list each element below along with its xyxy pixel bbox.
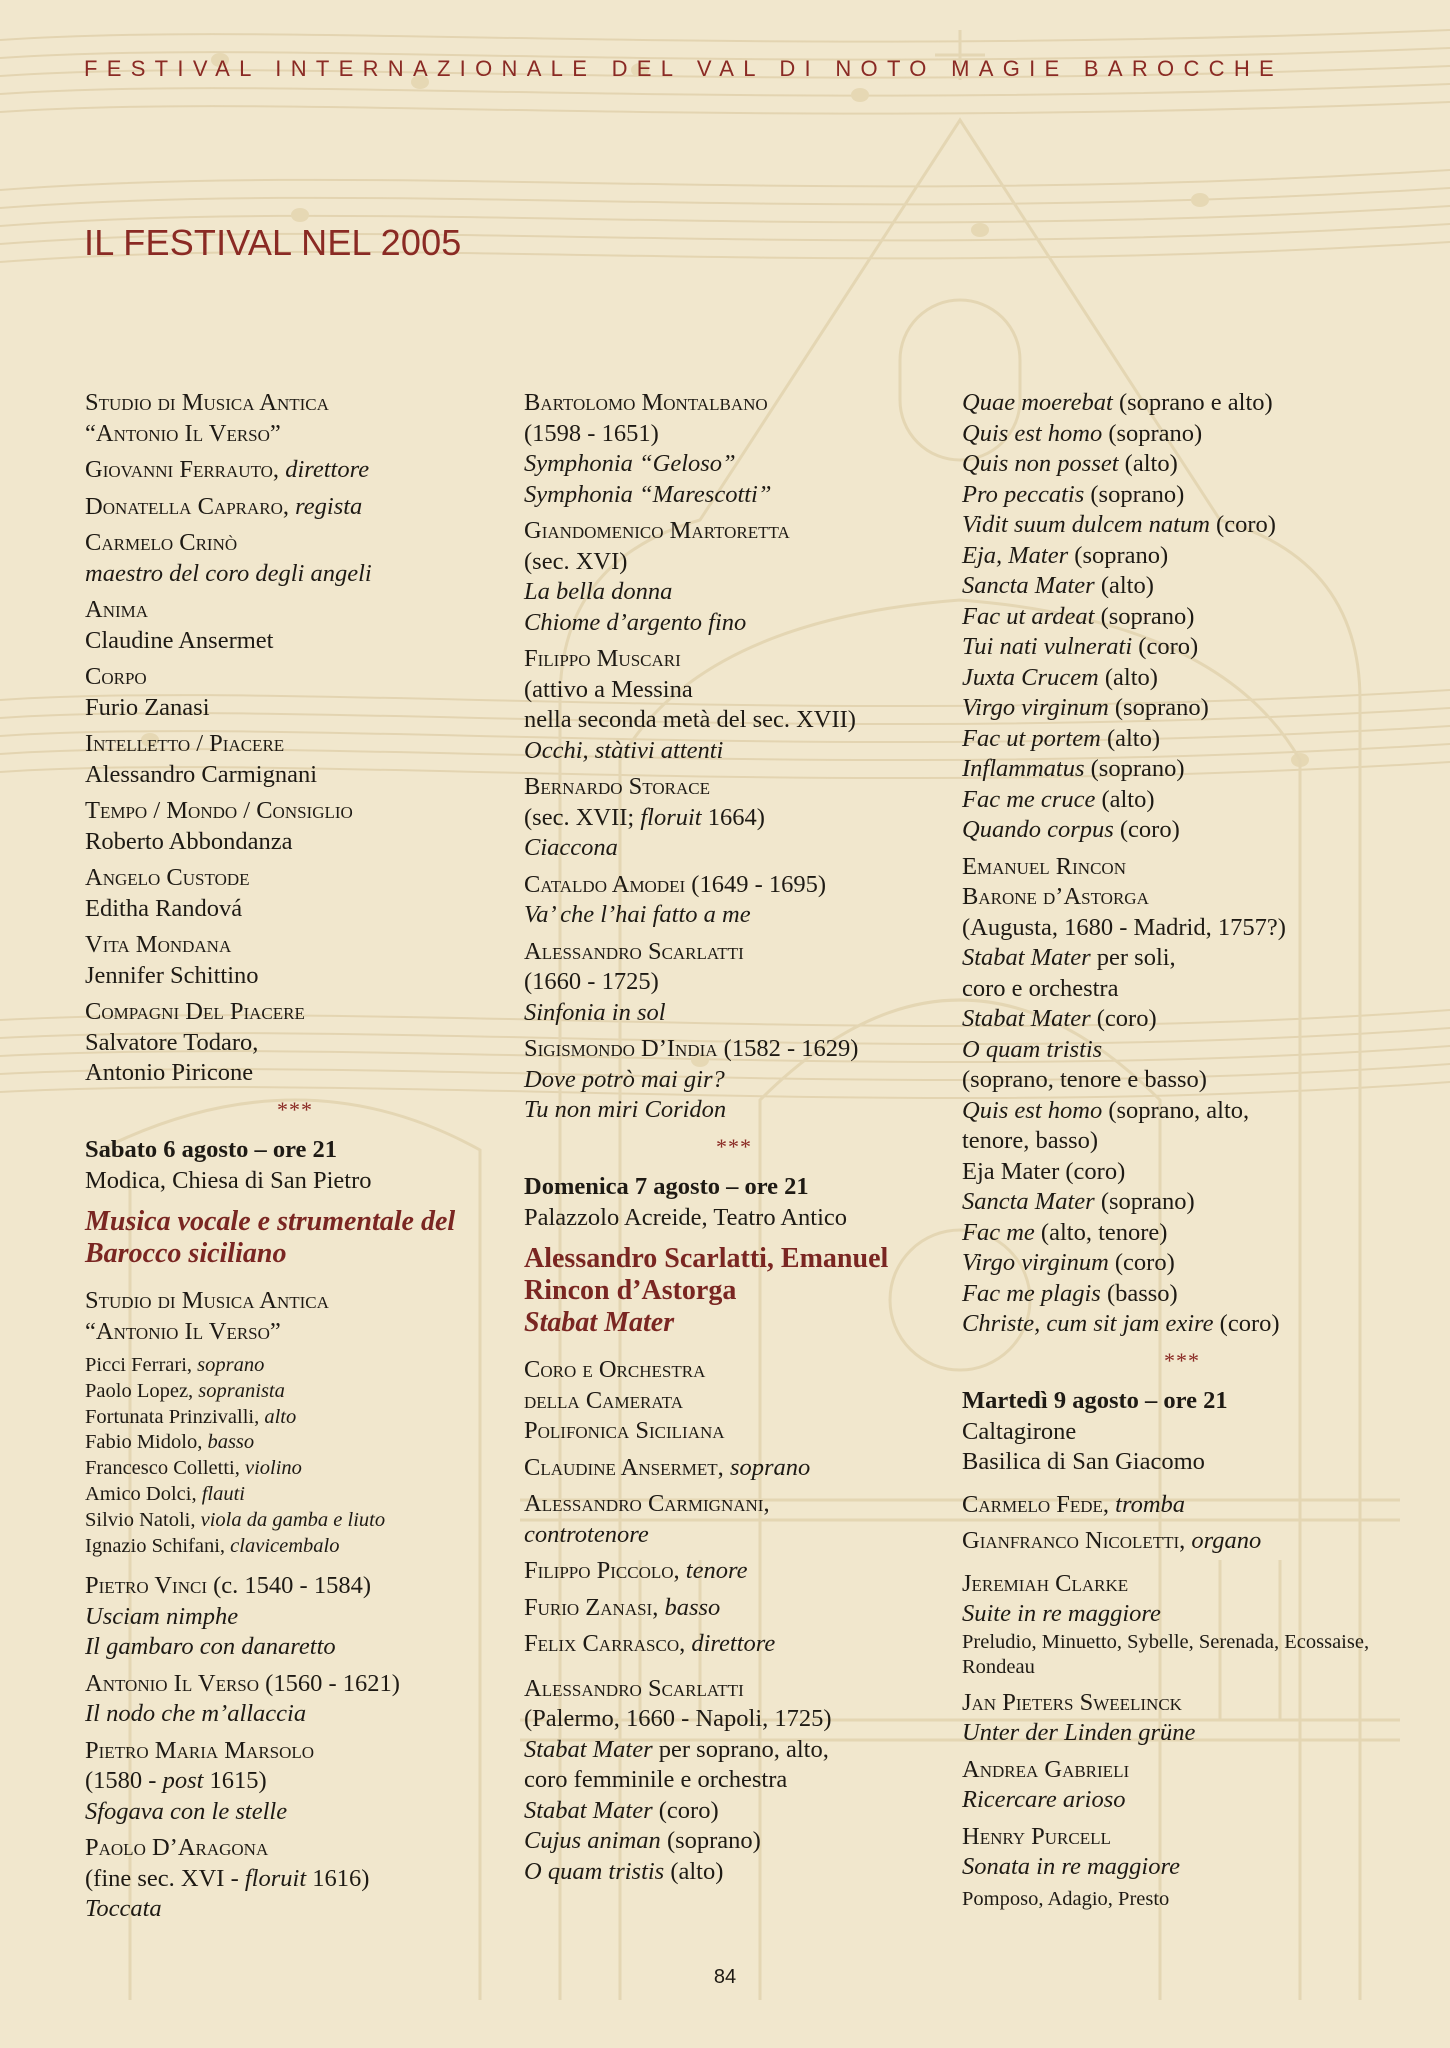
movement-title: Quis non posset [962, 450, 1119, 477]
composer: Pietro Vinci [85, 1572, 207, 1600]
credit-role: organo [1185, 1527, 1262, 1554]
cast-entry [85, 930, 505, 991]
movement-list [962, 388, 1402, 846]
concert-title: Alessandro Scarlatti, Emanuel Rincon d’Astorga [524, 1243, 889, 1306]
cast-name: Jennifer Schittino [85, 961, 259, 989]
movement-title: Juxta Crucem [962, 663, 1099, 691]
movement-title: Christe, cum sit jam exire [962, 1310, 1214, 1337]
performer [85, 1534, 505, 1560]
credit-name: Felix Carrasco, [524, 1630, 686, 1657]
movement-title: Fac me [962, 1218, 1035, 1246]
program-item [524, 937, 944, 1029]
cast-entry [85, 595, 505, 656]
cast-role: Anima [85, 596, 149, 623]
work-title: Dove potrò mai gir? [524, 1065, 725, 1093]
cast-entry [85, 662, 505, 723]
credit-role: controtenore [524, 1520, 649, 1548]
movement-title: Fac ut portem [962, 724, 1101, 752]
cast-name: Antonio Piricone [85, 1059, 254, 1086]
performer-role: soprano [192, 1354, 265, 1376]
performer-name: Fabio Midolo, [85, 1431, 203, 1454]
work-title: Ciaccona [524, 834, 618, 861]
composer-dates-qualifier: floruit [640, 803, 702, 831]
work-scoring: coro e orchestra [962, 974, 1119, 1002]
performer-role: clavicembalo [225, 1534, 340, 1557]
work-title: Il nodo che m’allaccia [85, 1700, 307, 1728]
running-header: FESTIVAL INTERNAZIONALE DEL VAL DI NOTO MAGIE BAROCCHE [84, 56, 1284, 81]
work-title: Stabat Mater [524, 1796, 653, 1824]
program-item [524, 1034, 944, 1126]
event-venue: Modica, Chiesa di San Pietro [85, 1166, 372, 1194]
composer: Alessandro Scarlatti [524, 937, 744, 965]
program-item [85, 1833, 505, 1925]
page-number: 84 [713, 1966, 737, 1988]
movement-scoring: (coro) [1113, 816, 1180, 843]
ensemble-line: Studio di Musica Antica [85, 1287, 329, 1314]
composer-dates: (1598 - 1651) [524, 419, 659, 447]
credit-role: tenore [679, 1557, 748, 1584]
movement-scoring: (alto) [1100, 724, 1160, 752]
cast-name: Salvatore Todaro, [85, 1028, 259, 1056]
event-info [524, 1172, 944, 1233]
performer [85, 1353, 505, 1379]
cast-role: Corpo [85, 663, 147, 690]
work-movements: Pomposo, Adagio, Presto [962, 1887, 1170, 1910]
movement-scoring: (coro) [1132, 633, 1199, 660]
movement-scoring: (alto) [1095, 785, 1155, 813]
section-separator: *** [716, 1133, 752, 1159]
composer-dates: (1560 - 1621) [259, 1669, 400, 1697]
credit-name: Claudine Ansermet, [524, 1453, 724, 1481]
program-item [85, 1736, 505, 1828]
ensemble [524, 1355, 944, 1447]
cast-role: Vita Mondana [85, 931, 232, 958]
movement-scoring: (soprano, alto, [1102, 1096, 1250, 1124]
event-venue: Basilica di San Giacomo [962, 1448, 1205, 1475]
cast-role: Tempo / Mondo / Consiglio [85, 797, 353, 824]
movement-title: O quam tristis [962, 1035, 1103, 1063]
movement-scoring: (soprano) [1084, 480, 1185, 508]
composer-dates: (sec. XVII; [524, 803, 641, 831]
performer-name: Ignazio Schifani, [85, 1534, 226, 1557]
composer-dates: (sec. XVI) [524, 547, 628, 575]
credit-name: Carmelo Fede, [962, 1490, 1110, 1518]
credit [962, 1526, 1402, 1557]
composer: Jan Pieters Sweelinck [962, 1688, 1182, 1716]
event-date: Domenica 7 agosto – ore 21 [524, 1173, 809, 1200]
work-title: Occhi, stàtivi attenti [524, 736, 724, 764]
work-title: La bella donna [524, 578, 673, 605]
section-separator: *** [1164, 1347, 1200, 1373]
composer-dates: (Augusta, 1680 - Madrid, 1757?) [962, 913, 1286, 941]
program-item [524, 772, 944, 864]
movement-scoring: (soprano) [1094, 602, 1195, 630]
movement-scoring: (soprano) [1084, 755, 1185, 782]
cast-entry [85, 863, 505, 924]
work-title: Symphonia “Marescotti” [524, 480, 772, 508]
performer [85, 1379, 505, 1405]
movement-title: Quis est homo [962, 419, 1103, 447]
section-separator: *** [277, 1096, 313, 1122]
composer-dates-qualifier: post [162, 1767, 204, 1795]
work-title: Stabat Mater [524, 1735, 653, 1763]
credit [524, 1593, 944, 1624]
program-item [524, 644, 944, 766]
movement-title: Tui nati vulnerati [962, 633, 1133, 660]
credit-role: tromba [1109, 1490, 1186, 1518]
movement-title: Virgo virginum [962, 694, 1109, 721]
work-title: Sfogava con le stelle [85, 1797, 288, 1825]
movement-title: Fac me plagis [962, 1279, 1101, 1307]
credit-name: Alessandro Carmignani, [524, 1490, 770, 1517]
performer [85, 1482, 505, 1508]
performer [85, 1430, 505, 1456]
credit-role: direttore [279, 456, 370, 483]
work-scoring: per soli, [1090, 944, 1176, 971]
credit-name: Gianfranco Nicoletti, [962, 1527, 1186, 1554]
performer-name: Amico Dolci, [85, 1482, 197, 1505]
composer: Barone d’Astorga [962, 883, 1149, 910]
cast-name: Furio Zanasi [85, 693, 210, 721]
cast-name: Alessandro Carmignani [85, 760, 318, 788]
work-title: Stabat Mater [962, 944, 1091, 971]
credit-role: direttore [685, 1630, 776, 1657]
credit [524, 1489, 944, 1550]
program-item [962, 1569, 1402, 1682]
cast-entry [85, 796, 505, 857]
concert-heading [524, 1243, 944, 1339]
performer-role: sopranista [193, 1379, 285, 1402]
movement-scoring: (soprano) [1102, 419, 1203, 447]
performer-list [85, 1353, 505, 1559]
movement-scoring: (alto) [1094, 572, 1154, 599]
composer-dates: nella seconda metà del sec. XVII) [524, 706, 856, 733]
movement-title: Pro peccatis [962, 480, 1085, 508]
movement-scoring: (basso) [1100, 1279, 1178, 1307]
work-movements: Preludio, Minuetto, Sybelle, Serenada, Ecossaise, Rondeau [962, 1630, 1370, 1679]
movement-title: Eja Mater (coro) [962, 1157, 1126, 1185]
composer: Pietro Maria Marsolo [85, 1736, 315, 1764]
ensemble-line: “Antonio Il Verso” [85, 1317, 281, 1345]
movement-title: Vidit suum dulcem natum [962, 511, 1210, 538]
program-item [962, 1688, 1402, 1749]
work-title: Va’ che l’hai fatto a me [524, 901, 751, 928]
credit-role: soprano [723, 1453, 811, 1481]
composer: Bernardo Storace [524, 773, 710, 800]
ensemble-line: Studio di Musica Antica [85, 389, 329, 416]
event-info [85, 1135, 505, 1196]
cast-name: Roberto Abbondanza [85, 827, 293, 855]
ensemble-line: Coro e Orchestra [524, 1356, 706, 1383]
work-title: Unter der Linden grüne [962, 1719, 1196, 1747]
work-title: Chiome d’argento fino [524, 608, 747, 636]
credit-name: Giovanni Ferrauto, [85, 456, 280, 483]
movement-title: Quis est homo [962, 1096, 1103, 1124]
movement-title: Eja, Mater [962, 541, 1069, 569]
event-info [962, 1386, 1402, 1478]
work-title: Sinfonia in sol [524, 998, 666, 1026]
performer-name: Silvio Natoli, [85, 1508, 196, 1531]
composer: Paolo D’Aragona [85, 1834, 269, 1862]
credit-role: maestro del coro degli angeli [85, 559, 372, 587]
composer: Bartolomo Montalbano [524, 389, 768, 416]
work-scoring: coro femminile e orchestra [524, 1766, 788, 1793]
program-item [524, 1674, 944, 1888]
event-venue: Caltagirone [962, 1417, 1077, 1445]
movement-scoring: (soprano, tenore e basso) [962, 1066, 1207, 1093]
work-title: Ricercare arioso [962, 1786, 1126, 1814]
performer [85, 1456, 505, 1482]
work-title: Suite in re maggiore [962, 1600, 1161, 1627]
composer-dates: 1616) [306, 1864, 370, 1892]
movement-scoring: (alto, tenore) [1034, 1218, 1168, 1246]
work-title: Symphonia “Geloso” [524, 450, 736, 477]
work-title: Tu non miri Coridon [524, 1096, 727, 1123]
credit-name: Furio Zanasi, [524, 1593, 659, 1621]
program-item [962, 1822, 1402, 1914]
movement-scoring: (soprano) [1094, 1188, 1195, 1215]
composer-dates: (1582 - 1629) [717, 1035, 859, 1062]
event-date: Martedì 9 agosto – ore 21 [962, 1387, 1228, 1414]
credit-role: basso [658, 1593, 721, 1621]
composer-dates: (1660 - 1725) [524, 968, 659, 995]
ensemble-line: “Antonio Il Verso” [85, 419, 281, 447]
cast-entry [85, 729, 505, 790]
movement-scoring: (coro) [1108, 1249, 1175, 1276]
credit [524, 1556, 944, 1587]
work-scoring: per soprano, alto, [652, 1735, 829, 1763]
ensemble [85, 1286, 505, 1347]
performer-role: violino [239, 1457, 302, 1480]
composer: Alessandro Scarlatti [524, 1674, 744, 1702]
composer-dates: 1664) [701, 803, 765, 831]
cast-entry [85, 997, 505, 1089]
movement-scoring: (coro) [1213, 1310, 1280, 1337]
movement-scoring: (alto) [1118, 450, 1178, 477]
performer-role: alto [259, 1405, 297, 1428]
performer [85, 1508, 505, 1534]
composer-dates: 1615) [203, 1767, 267, 1795]
movement-title: Sancta Mater [962, 572, 1095, 599]
composer: Cataldo Amodei [524, 870, 686, 898]
composer: Jeremiah Clarke [962, 1569, 1129, 1597]
program-item [524, 388, 944, 510]
performer-name: Paolo Lopez, [85, 1379, 194, 1402]
work-scoring: (alto) [664, 1857, 724, 1885]
credit [524, 1629, 944, 1660]
movement-scoring: (soprano) [1108, 694, 1209, 721]
performer-name: Fortunata Prinzivalli, [85, 1405, 260, 1428]
movement-title: Fac me cruce [962, 785, 1096, 813]
credit [85, 528, 505, 589]
movement-title: Quae moerebat [962, 389, 1113, 416]
concert-subtitle: Stabat Mater [524, 1307, 675, 1338]
column-1 [85, 388, 505, 1931]
work-title: Toccata [85, 1895, 162, 1923]
ensemble-line: della Camerata [524, 1386, 683, 1414]
composer: Antonio Il Verso [85, 1669, 260, 1697]
program-item [962, 852, 1402, 1340]
program-item [85, 1669, 505, 1730]
work-title: Sonata in re maggiore [962, 1853, 1180, 1881]
movement-scoring: (soprano e alto) [1112, 389, 1273, 416]
movement-title: Inflammatus [962, 755, 1085, 782]
credit-name: Donatella Capraro, [85, 492, 290, 520]
work-title: Usciam nimphe [85, 1602, 239, 1630]
credit [85, 455, 505, 486]
work-scoring: (soprano) [660, 1827, 761, 1854]
cast-name: Editha Randová [85, 894, 243, 922]
movement-scoring: (coro) [1090, 1005, 1157, 1032]
cast-role: Intelletto / Piacere [85, 730, 285, 757]
composer: Sigismondo D’India [524, 1035, 718, 1062]
performer-name: Picci Ferrari, [85, 1354, 193, 1376]
work-title: Cujus animan [524, 1827, 661, 1854]
cast-name: Claudine Ansermet [85, 626, 274, 654]
credit [962, 1490, 1402, 1521]
work-title: O quam tristis [524, 1857, 665, 1885]
movement-title: Quando corpus [962, 816, 1114, 843]
credit-name: Carmelo Crinò [85, 529, 238, 556]
cast-role: Compagni Del Piacere [85, 998, 305, 1025]
movement-scoring: (coro) [1209, 511, 1276, 538]
movement-scoring: (soprano) [1068, 541, 1169, 569]
composer-dates: (fine sec. XVI - [85, 1864, 245, 1892]
program-item [962, 1755, 1402, 1816]
column-3 [962, 388, 1402, 1919]
movement-title: Virgo virginum [962, 1249, 1109, 1276]
work-title: Il gambaro con danaretto [85, 1633, 336, 1661]
performer-role: basso [202, 1431, 255, 1454]
performer-name: Francesco Colletti, [85, 1457, 240, 1480]
movement-title: Stabat Mater [962, 1005, 1091, 1032]
ensemble-line: Polifonica Siciliana [524, 1417, 725, 1444]
cast-role: Angelo Custode [85, 864, 250, 891]
composer-dates-qualifier: floruit [244, 1864, 307, 1892]
concert-title: Musica vocale e strumentale del Barocco siciliano [85, 1206, 456, 1269]
credit [85, 492, 505, 523]
credit-name: Filippo Piccolo, [524, 1557, 680, 1584]
movement-title: Sancta Mater [962, 1188, 1095, 1215]
column-2 [524, 388, 944, 1893]
composer: Henry Purcell [962, 1822, 1111, 1850]
composer: Andrea Gabrieli [962, 1755, 1130, 1783]
page-title: IL FESTIVAL NEL 2005 [84, 222, 462, 263]
composer-dates: (attivo a Messina [524, 675, 693, 703]
movement-scoring: (alto) [1098, 663, 1158, 691]
composer: Emanuel Rincon [962, 852, 1126, 880]
composer-dates: (1580 - [85, 1767, 163, 1795]
performer-role: flauti [196, 1482, 246, 1505]
program-item [524, 516, 944, 638]
ensemble [85, 388, 505, 449]
movement-title: Fac ut ardeat [962, 602, 1095, 630]
program-item [524, 870, 944, 931]
credit [524, 1453, 944, 1484]
composer-dates: (c. 1540 - 1584) [207, 1572, 371, 1600]
composer-dates: (Palermo, 1660 - Napoli, 1725) [524, 1705, 832, 1732]
event-date: Sabato 6 agosto – ore 21 [85, 1136, 338, 1163]
performer [85, 1405, 505, 1431]
event-venue: Palazzolo Acreide, Teatro Antico [524, 1203, 848, 1231]
composer: Giandomenico Martoretta [524, 517, 790, 544]
performer-role: viola da gamba e liuto [195, 1508, 386, 1531]
credit-role: regista [289, 492, 363, 520]
composer: Filippo Muscari [524, 645, 681, 672]
movement-scoring: tenore, basso) [962, 1127, 1099, 1154]
program-item [85, 1571, 505, 1663]
work-scoring: (coro) [652, 1796, 719, 1824]
composer-dates: (1649 - 1695) [685, 870, 827, 898]
